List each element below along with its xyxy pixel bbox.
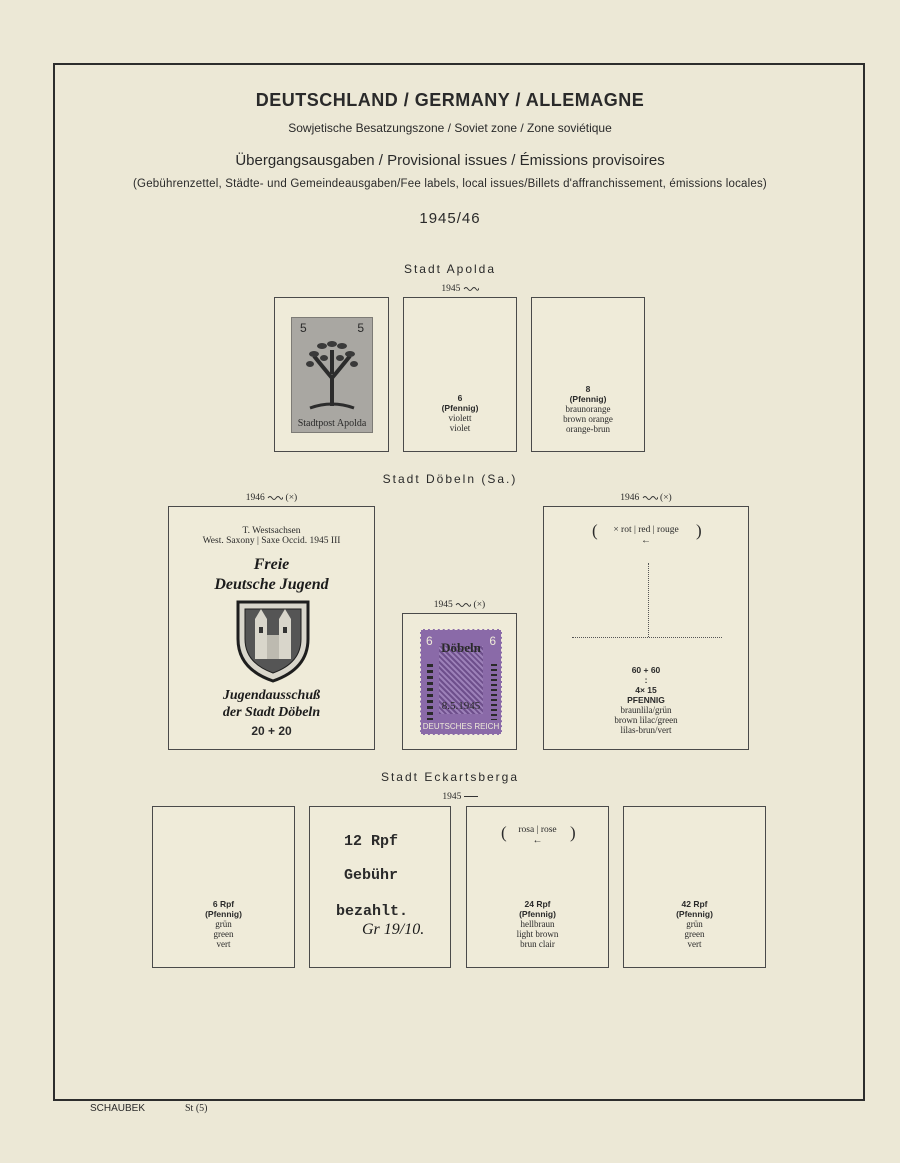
doebeln-block-value1: 60 + 60	[631, 665, 661, 675]
doebeln-stamp-box	[402, 613, 517, 750]
dotted-guide-vertical	[648, 563, 649, 637]
doebeln-fdj-label-box	[168, 506, 375, 750]
eckartsberga-fee-label-box	[309, 806, 451, 968]
section-heading-eckartsberga: Stadt Eckartsberga	[380, 770, 520, 784]
doebeln-block-description	[544, 665, 748, 735]
eckartsberga-box-6rpf	[152, 806, 295, 968]
apolda-8pf-color-de: braunorange	[565, 404, 611, 414]
doebeln-stamp-inscription: DEUTSCHES REICH	[422, 722, 500, 731]
doebeln-fdj-line2: West. Saxony | Saxe Occid. 1945 III	[202, 536, 341, 546]
apolda-stamp	[291, 317, 373, 433]
footer-publisher: SCHAUBEK	[90, 1103, 146, 1114]
apolda-8pf-value: 8	[585, 384, 591, 394]
eckartsberga-6rpf-color-en: green	[213, 929, 234, 939]
doebeln-fdj-goth2: Deutsche Jugend	[214, 576, 329, 593]
doebeln-fdj-heading	[169, 555, 374, 595]
eckartsberga-box-42rpf	[623, 806, 766, 968]
doebeln-stamp-value-left: 6	[426, 634, 433, 648]
doebeln-left-year-caption	[168, 493, 375, 503]
eckartsberga-6rpf-color-fr: vert	[216, 939, 231, 949]
arrow-left-icon: ←	[532, 835, 543, 846]
paren-right: )	[570, 823, 576, 842]
eckartsberga-42rpf-unit: (Pfennig)	[676, 909, 713, 919]
eckartsberga-24rpf-unit: (Pfennig)	[519, 909, 556, 919]
eckartsberga-year-caption	[403, 792, 517, 802]
perforation-tilde-icon	[455, 601, 471, 607]
imperf-dash-icon	[464, 796, 478, 797]
year-range: 1945/46	[419, 210, 481, 227]
doebeln-mid-year: 1945	[433, 600, 453, 610]
doebeln-fdj-goth1: Freie	[253, 556, 290, 573]
doebeln-block-value2: 4× 15	[635, 685, 657, 695]
perforation-tilde-icon	[463, 285, 479, 291]
tree-icon	[302, 336, 362, 410]
apolda-stamp-value-left: 5	[300, 321, 307, 335]
apolda-8pf-color-en: brown orange	[563, 414, 613, 424]
doebeln-block-color-en: brown lilac/green	[614, 715, 678, 725]
doebeln-color-note: × rot | red | rouge	[613, 525, 679, 535]
page-title: DEUTSCHLAND / GERMANY / ALLEMAGNE	[255, 90, 645, 110]
fee-label-line2: Gebühr	[344, 867, 399, 884]
doebeln-fdj-goth3: Jugendausschuß	[222, 688, 321, 703]
eckartsberga-6rpf-color-de: grün	[215, 919, 232, 929]
doebeln-mid-x-mark: (×)	[473, 600, 486, 610]
apolda-stamp-inscription: Stadtpost Apolda	[297, 418, 367, 429]
apolda-6pf-description	[404, 393, 516, 433]
eckartsberga-6rpf-description	[153, 899, 294, 949]
doebeln-fdj-goth4: der Stadt Döbeln	[222, 705, 321, 720]
doebeln-stamp-overprint: Döbeln	[441, 640, 481, 655]
perforation-tilde-icon	[267, 494, 283, 500]
apolda-year: 1945	[441, 284, 461, 294]
arrow-left-icon: ←	[641, 535, 651, 546]
eckartsberga-24rpf-description	[467, 899, 608, 949]
eckartsberga-42rpf-color-en: green	[684, 929, 705, 939]
doebeln-block-box	[543, 506, 749, 750]
paren-left: (	[501, 823, 507, 842]
coat-of-arms-shield-icon	[235, 599, 311, 683]
section-heading-doebeln: Stadt Döbeln (Sa.)	[382, 472, 518, 486]
doebeln-overprint-stamp	[420, 629, 502, 735]
eckartsberga-42rpf-color-fr: vert	[687, 939, 702, 949]
apolda-stamp-box	[274, 297, 389, 452]
eckartsberga-6rpf-value: 6 Rpf	[212, 899, 235, 909]
eckartsberga-color-note: rosa | rose	[518, 825, 557, 835]
doebeln-block-unit: PFENNIG	[627, 695, 665, 705]
doebeln-left-x-mark: (×)	[285, 493, 298, 503]
eckartsberga-year: 1945	[442, 792, 462, 802]
doebeln-right-year-caption	[543, 493, 749, 503]
doebeln-right-year: 1946	[620, 493, 640, 503]
eckartsberga-24rpf-value: 24 Rpf	[524, 899, 551, 909]
eckartsberga-24rpf-color-en: light brown	[516, 929, 559, 939]
doebeln-fdj-catalog-note	[169, 526, 374, 546]
apolda-6pf-value: 6	[457, 393, 463, 403]
doebeln-block-color-fr: lilas-brun/vert	[620, 725, 672, 735]
doebeln-stamp-value-right: 6	[489, 634, 496, 648]
doebeln-block-color-de: braunlila/grün	[620, 705, 672, 715]
eckartsberga-24rpf-color-de: hellbraun	[520, 919, 555, 929]
fee-label-line3: bezahlt.	[336, 903, 409, 920]
eckartsberga-box-24rpf	[466, 806, 609, 968]
apolda-box-8pf	[531, 297, 645, 452]
footer-page-number: St (5)	[185, 1103, 208, 1114]
eckartsberga-6rpf-unit: (Pfennig)	[205, 909, 242, 919]
doebeln-right-x-mark: (×)	[660, 493, 672, 503]
eckartsberga-42rpf-value: 42 Rpf	[681, 899, 708, 909]
apolda-8pf-description	[532, 384, 644, 434]
paren-right: )	[696, 521, 702, 540]
doebeln-fdj-line1: T. Westsachsen	[242, 526, 301, 536]
paren-left: (	[592, 521, 598, 540]
eckartsberga-24rpf-color-fr: brun clair	[520, 939, 555, 949]
eckartsberga-42rpf-color-de: grün	[686, 919, 703, 929]
perforation-tilde-icon	[642, 494, 658, 500]
fee-label-signature: Gr 19/10.	[362, 921, 425, 938]
dotted-guide-horizontal	[572, 637, 722, 638]
apolda-8pf-unit: (Pfennig)	[569, 394, 607, 404]
eckartsberga-42rpf-description	[624, 899, 765, 949]
section-heading-apolda: Stadt Apolda	[403, 262, 497, 276]
zone-subtitle: Sowjetische Besatzungszone / Soviet zone / Zone soviétique	[288, 121, 612, 135]
doebeln-left-year: 1946	[245, 493, 265, 503]
doebeln-mid-year-caption	[402, 600, 517, 610]
overprint-bars-left	[427, 664, 433, 720]
doebeln-fdj-committee	[169, 687, 374, 721]
apolda-6pf-color-en: violet	[449, 423, 471, 433]
overprint-bars-right	[491, 664, 497, 720]
issues-description: (Gebührenzettel, Städte- und Gemeindeausgaben/Fee labels, local issues/Billets d'affranchissement, émissions locales)	[133, 178, 767, 190]
doebeln-stamp-date: 8.5.1945	[441, 700, 481, 712]
doebeln-fdj-value: 20 + 20	[251, 724, 292, 738]
apolda-box-6pf	[403, 297, 517, 452]
fee-label-line1: 12 Rpf	[344, 833, 399, 850]
issues-heading: Übergangsausgaben / Provisional issues / Émissions provisoires	[235, 152, 665, 169]
apolda-8pf-color-fr: orange-brun	[566, 424, 610, 434]
doebeln-block-colon: :	[644, 675, 648, 685]
apolda-6pf-unit: (Pfennig)	[441, 403, 479, 413]
apolda-year-caption	[403, 284, 517, 294]
apolda-stamp-value-right: 5	[357, 321, 364, 335]
apolda-6pf-color-de: violett	[448, 413, 472, 423]
